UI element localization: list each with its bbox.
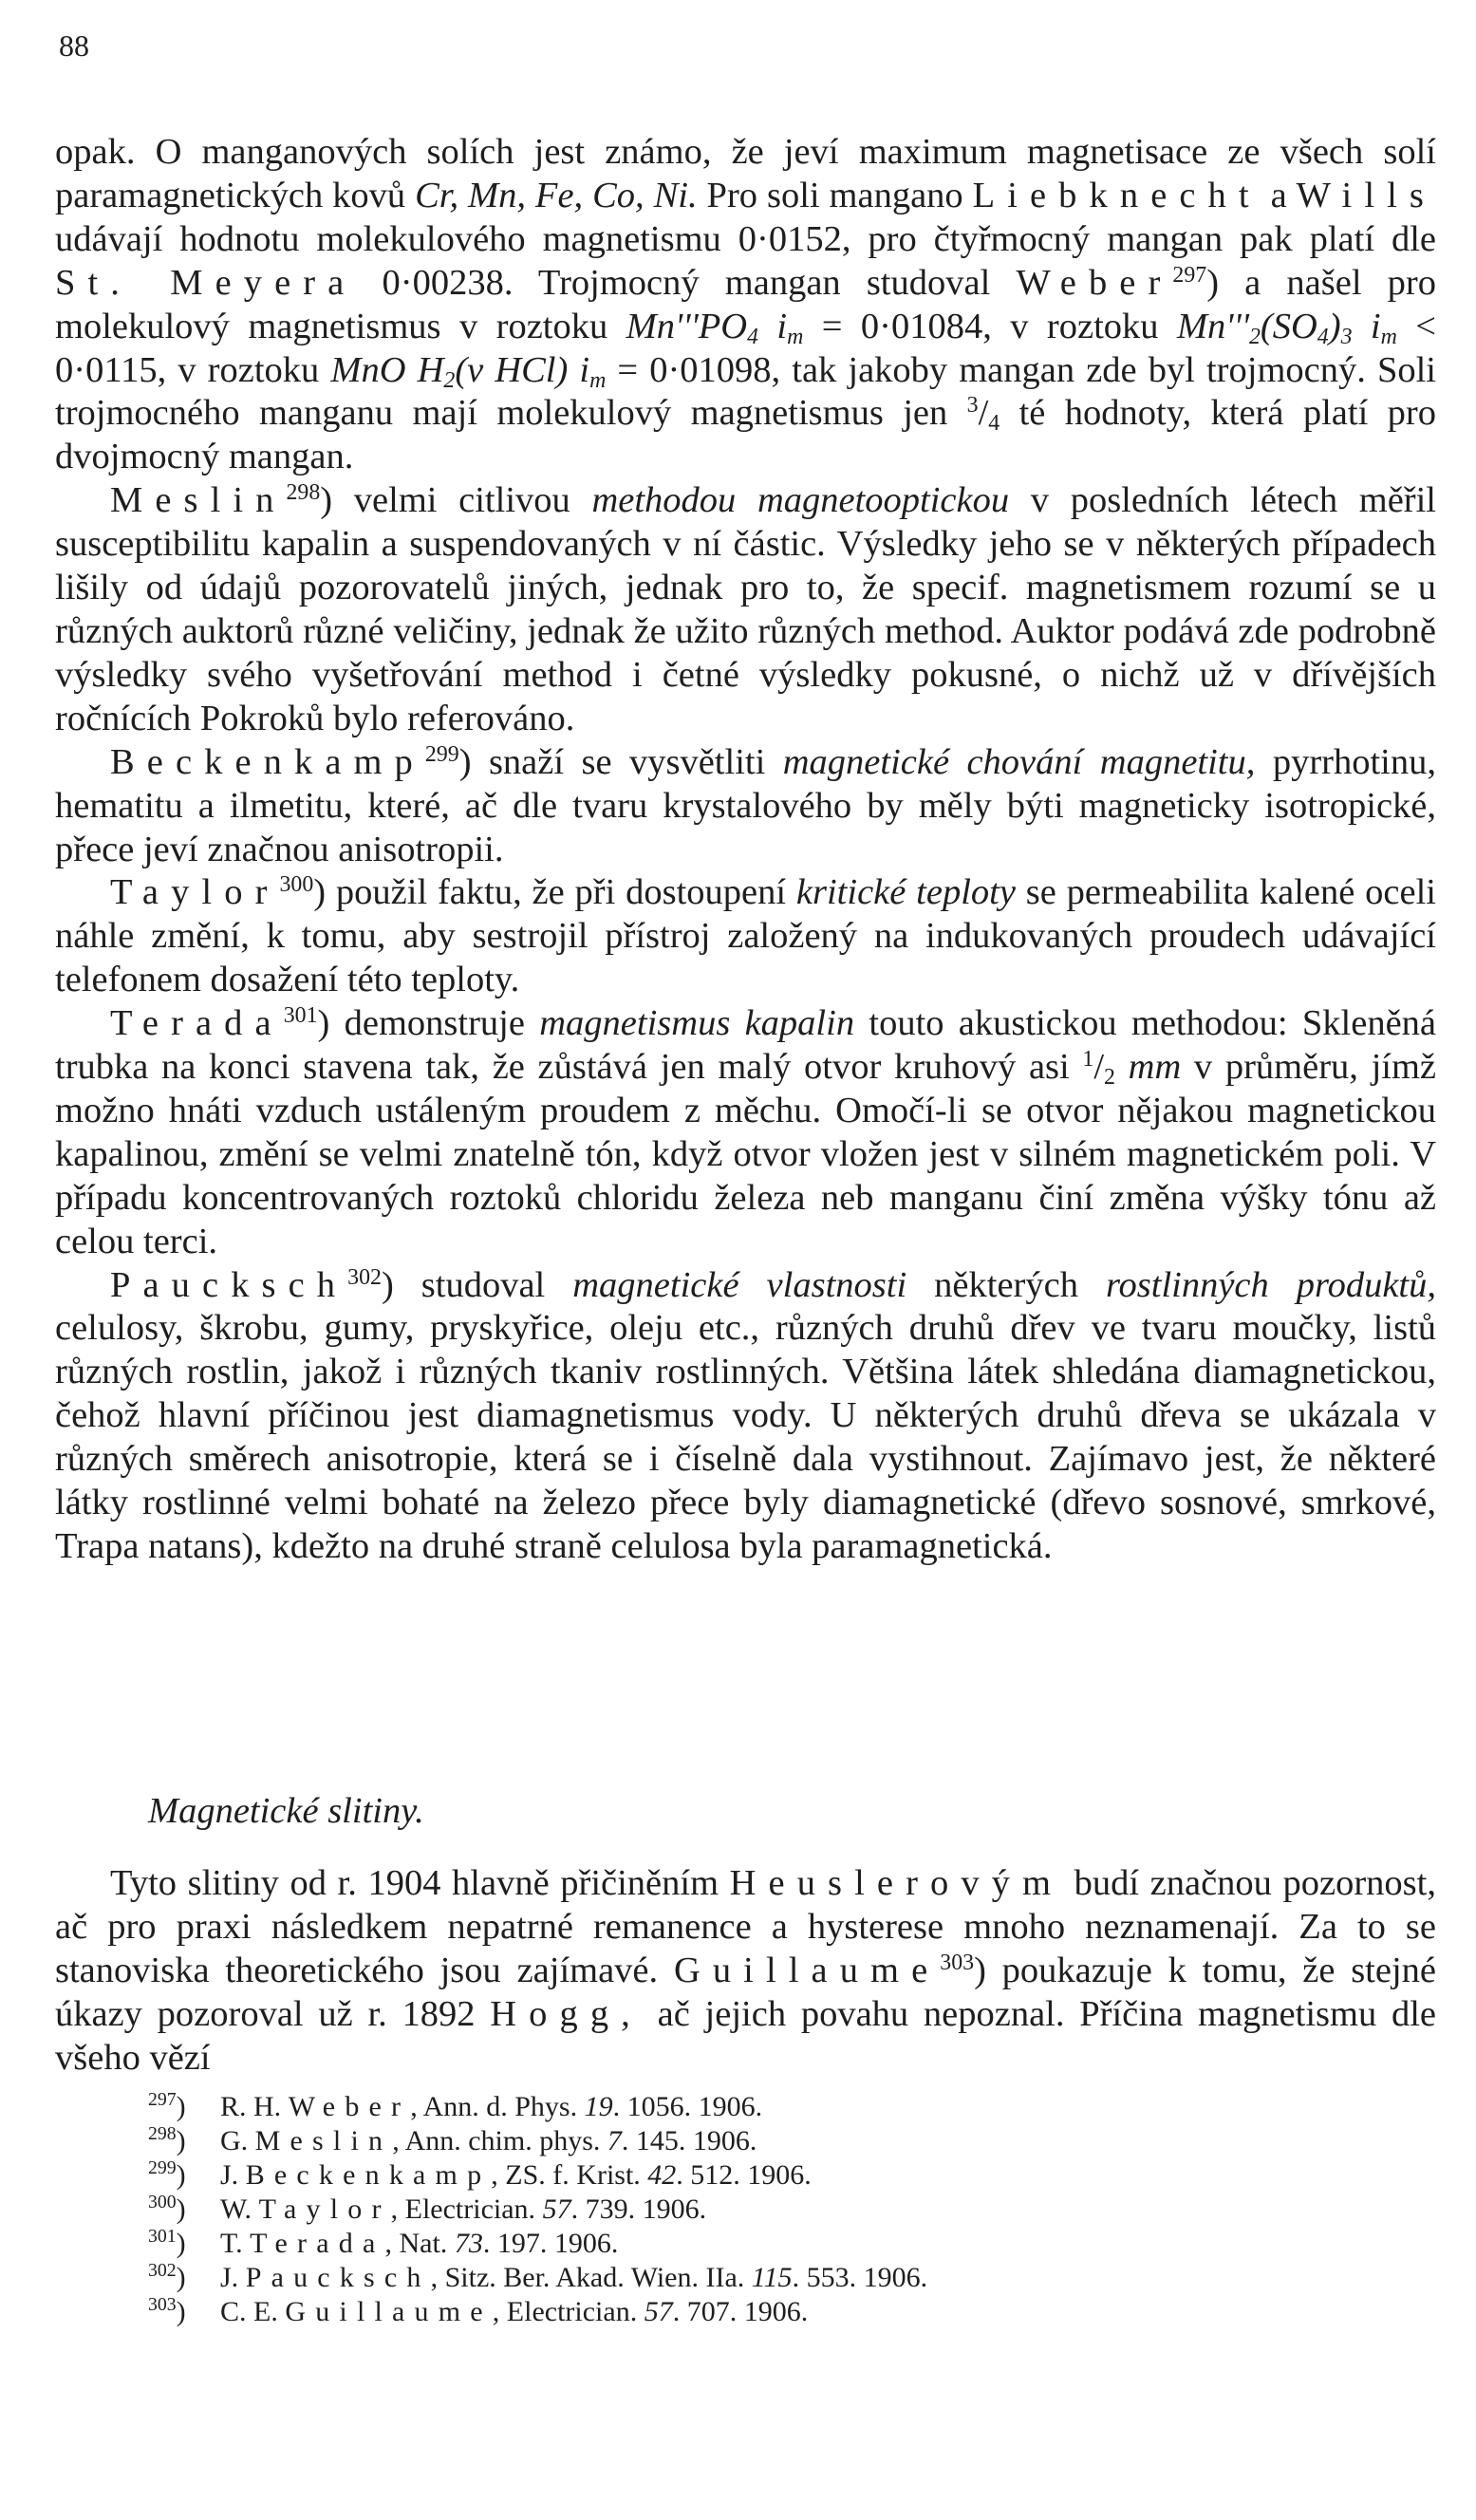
paragraph: Taylor$^{300}$) použil faktu, že při dostoupení kritické teploty se permeabilita kalené oceli náhle změní, k tomu, aby sestrojil přístroj založený na indukovaných proudech udávající telefonem dosažení této teploty. [55,872,1436,1000]
footnote: $^{297}$) R. H. Weber, Ann. d. Phys. 19. 1056. 1906. [148,2089,763,2122]
body-text [55,131,1436,1569]
footnote: $^{300}$) W. Taylor, Electrician. 57. 739. 1906. [148,2192,707,2225]
footnotes [148,2090,927,2329]
formula: $Mn'''PO_4$ $i_m$ [626,306,804,349]
author-name: Taylor [110,872,280,913]
paragraph: Beckenkamp$^{299}$) snaží se vysvětliti magnetické chování magnetitu, pyrrhotinu, hematitu a ilmetitu, které, ač dle tvaru krystalového by měly býti magneticky isotropické, přece jeví značnou anisotropii. [55,741,1436,869]
author-name: Liebknecht [972,175,1261,215]
footnote-ref: 303 [940,1950,975,1975]
fraction: $^1/_2$ [1082,1046,1115,1090]
author-name: Beckenkamp [110,741,425,782]
paragraph: Tyto slitiny od r. 1904 hlavně přičiněním Heuslerovým budí značnou pozornost, ač pro praxi následkem nepatrné remanence a hysterese mnoho neznamenají. Za to se stanoviska theoretického jsou zajímavé. Guillaume$^{303}$) poukazuje k tomu, že stejné úkazy pozoroval už r. 1892 Hogg, ač jejich povahu nepoznal. Příčina magnetismu dle všeho vězí [55,1863,1437,2078]
footnote-ref: 299 [424,741,459,767]
footnote: $^{303}$) C. E. Guillaume, Electrician. 57. 707. 1906. [148,2294,809,2327]
footnote: $^{301}$) T. Terada, Nat. 73. 197. 1906. [148,2226,619,2259]
section-body [55,1862,1436,2081]
author-name: St. Meyera [55,262,357,303]
footnote: $^{298}$) G. Meslin, Ann. chim. phys. 7. 145. 1906. [148,2123,757,2156]
author-name: Hogg, [490,1993,643,2034]
footnote: $^{302}$) J. Paucksch, Sitz. Ber. Akad. Wien. IIa. 115. 553. 1906. [148,2260,928,2293]
fraction: $^3/_4$ [966,393,1000,437]
footnote: $^{299}$) J. Beckenkamp, ZS. f. Krist. 42. 512. 1906. [148,2157,812,2191]
author-name: Wills [1296,175,1436,215]
paragraph: Terada$^{301}$) demonstruje magnetismus kapalin touto akustickou methodou: Skleněná trubka na konci stavena tak, že zůstává jen malý otvor kruhový asi $^1/_2$ mm v průměru, jímž možno hnáti vzduch ustáleným proudem z měchu. Omočí-li se otvor nějakou magnetickou kapalinou, změní se velmi znatelně tón, když otvor vložen jest v silném magnetickém poli. V případu koncentrovaných roztoků chloridu železa neb manganu činí změna výšky tónu až celou terci. [55,1003,1436,1261]
footnote-ref: 302 [347,1264,382,1290]
author-name: Paucksch [110,1264,348,1305]
footnote-ref: 300 [279,872,314,898]
section-heading: Magnetické slitiny. [148,1791,424,1831]
formula: MnO $H_2(v$ HCl) $i_m$ [330,349,607,393]
author-name: Weber [1016,262,1173,303]
page-number: 88 [59,28,89,63]
footnote-ref: 298 [286,480,321,506]
footnote-ref: 297 [1172,262,1207,288]
footnote-ref: 301 [283,1003,318,1028]
author-name: Terada [110,1003,284,1044]
author-name: Meslin [110,480,287,521]
formula: $Mn'''_2(SO_4)_3$ $i_m$ [1176,306,1397,349]
paragraph: Meslin$^{298}$) velmi citlivou methodou magnetooptickou v posledních létech měřil susceptibilitu kapalin a suspendovaných v ní částic. Výsledky jeho se v některých případech lišily od údajů pozorovatelů jiných, jednak pro to, že specif. magnetismem rozumí se u různých auktorů různé veličiny, jednak že užito různých method. Auktor podává zde podrobně výsledky svého vyšetřování method i četné výsledky pokusné, o nichž už v dřívějších ročnících Pokroků bylo referováno. [55,480,1436,738]
author-name: Heuslerovým [729,1863,1064,1903]
paragraph: opak. O manganových solích jest známo, že jeví maximum magnetisace ze všech solí paramagnetických kovů Cr, Mn, Fe, Co, Ni. Pro soli mangano Liebknecht a Wills udávají hodnotu molekulového magnetismu 0·0152, pro čtyřmocný mangan pak platí dle St. Meyera 0·00238. Trojmocný mangan studoval Weber$^{297}$) a našel pro molekulový magnetismus v roztoku $Mn'''PO_4$ $i_m = 0\cdot 01084$, v roztoku $Mn'''_2(SO_4)_3$ $i_m < 0\cdot 0115$, v roztoku MnO $H_2(v$ HCl) $i_m = 0\cdot 01098$, tak jakoby mangan zde byl trojmocný. Soli trojmocného manganu mají molekulový magnetismus jen $^3/_4$ té hodnoty, která platí pro dvojmocný mangan. [55,132,1436,477]
author-name: Guillaume [673,1950,941,1990]
paragraph: Paucksch$^{302}$) studoval magnetické vlastnosti některých rostlinných produktů, celulosy, škrobu, gumy, pryskyřice, oleju etc., různých druhů dřev ve tvaru moučky, listů různých rostlin, jakož i různých tkaniv rostlinných. Většina látek shledána diamagnetickou, čehož hlavní příčinou jest diamagnetismus vody. U některých druhů dřeva se ukázala v různých směrech anisotropie, která se i číselně dala vystihnout. Zajímavo jest, že některé látky rostlinné velmi bohaté na železo přece byly diamagnetické (dřevo sosnové, smrkové, Trapa natans), kdežto na druhé straně celulosa byla paramagnetická. [55,1264,1436,1566]
